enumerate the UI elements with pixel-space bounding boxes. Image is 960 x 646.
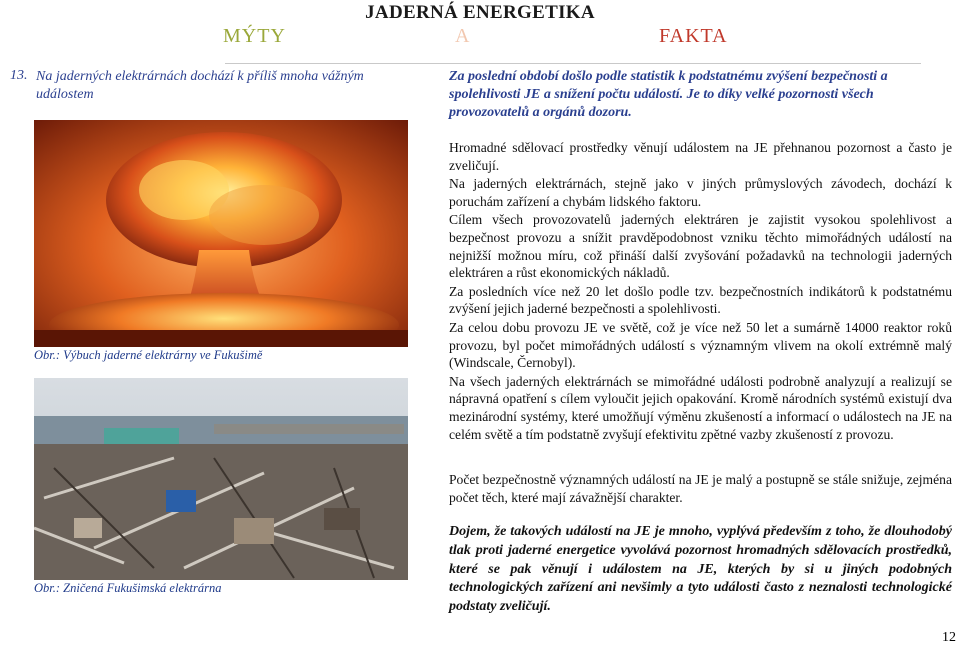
explosion-caption: Obr.: Výbuch jaderné elektrárny ve Fukušimě	[34, 348, 263, 362]
page-title: JADERNÁ ENERGETIKA	[365, 2, 595, 23]
destroyed-plant-caption: Obr.: Zničená Fukušimská elektrárna	[34, 581, 222, 595]
myth-number: 13.	[10, 68, 28, 83]
fact-body	[449, 139, 952, 444]
destroyed-plant-photo	[34, 378, 408, 580]
header-divider	[225, 63, 921, 64]
and-heading: A	[455, 25, 471, 47]
body-paragraph: Za posledních více než 20 let došlo podle tzv. bezpečnostních indikátorů k podstatnému zvýšení jejich jaderné bezpečnosti a spolehlivosti.	[449, 283, 952, 317]
facts-heading: FAKTA	[659, 25, 728, 47]
myths-heading: MÝTY	[223, 25, 286, 47]
summary-paragraph: Počet bezpečnostně významných událostí na JE je malý a postupně se stále snižuje, zejména počet těch, které mají závažnější charakter.	[449, 472, 952, 505]
body-paragraph: Cílem všech provozovatelů jaderných elektráren je zajistit vysokou spolehlivost a bezpečnost provozu a snížit pravděpodobnost vzniku těchto mimořádných událostí na nejnižší možnou míru, což přináší další zvyšování požadavků na technologii jaderných elektráren a růst ekonomických nákladů.	[449, 212, 952, 281]
body-paragraph: Na všech jaderných elektrárnách se mimořádné události podrobně analyzují a realizují se nápravná opatření s cílem vyloučit jejich opakování. Kromě národních systémů existují dva mezinárodní systémy, které umožňují výměnu zkušeností a informací o událostech na JE na celém světě a tím podstatně zvyšují efektivitu zpětné vazby zkušeností z provozu.	[449, 373, 952, 442]
fact-lead: Za poslední období došlo podle statistik k podstatnému zvýšení bezpečnosti a spolehlivosti JE a snížení počtu událostí. Je to díky velké pozornosti všech provozovatelů a orgánů dozoru.	[449, 69, 888, 120]
body-paragraph: Hromadné sdělovací prostředky věnují událostem na JE přehnanou pozornost a často je zveličují.	[449, 140, 952, 173]
conclusion-paragraph: Dojem, že takových událostí na JE je mnoho, vyplývá především z toho, že dlouhodobý tlak proti jaderné energetice vyvolává pozornost hromadných sdělovacích prostředků, které se pak věnují i událostem na JE, kterých by si u jiných podobných technologických zařízení ani nevšimly a tyto události často z neznalosti technologické podstaty zveličují.	[449, 524, 952, 615]
body-paragraph: Za celou dobu provozu JE ve světě, což je více než 50 let a sumárně 14000 reaktor roků provozu, byl počet mimořádných událostí s významným vlivem na okolí extrémně malý (Windscale, Černobyl).	[449, 319, 952, 371]
myth-statement: Na jaderných elektrárnách dochází k příliš mnoha vážným událostem	[36, 69, 364, 102]
body-paragraph: Na jaderných elektrárnách, stejně jako v jiných průmyslových závodech, dochází k poruchám zařízení a chybám lidského faktoru.	[449, 176, 952, 209]
page-number: 12	[942, 630, 956, 645]
explosion-photo	[34, 120, 408, 347]
